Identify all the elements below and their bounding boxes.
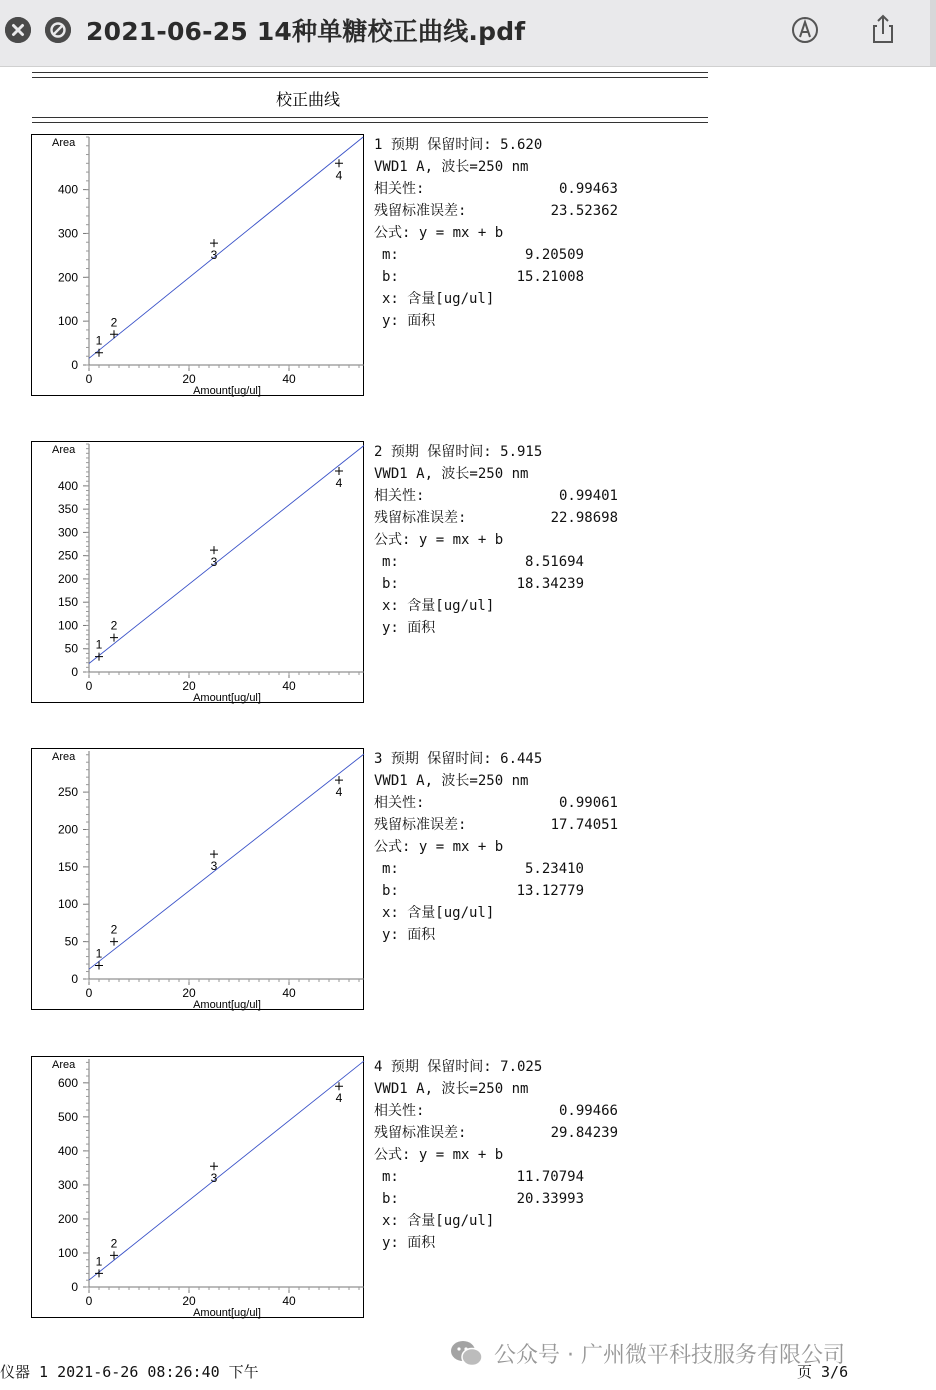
data-point: [335, 159, 343, 167]
x-tick-label: 0: [85, 372, 93, 386]
y-tick-label: 250: [57, 548, 78, 563]
point-label: 4: [335, 168, 343, 183]
point-label: 2: [110, 1236, 118, 1251]
markup-pen-icon: [788, 12, 822, 48]
x-definition: x: 含量[ug/ul]: [382, 1213, 495, 1229]
intercept-label: b:: [382, 1191, 399, 1207]
residual-label: 残留标准误差:: [374, 817, 467, 833]
x-tick-label: 40: [282, 1294, 296, 1308]
calibration-block-2: [0, 441, 936, 711]
block-icon: [45, 17, 71, 43]
formula-line: 公式: y = mx + b: [374, 532, 504, 548]
pdf-page: [0, 67, 936, 1390]
compound-header: 4 预期 保留时间: 7.025: [374, 1059, 543, 1075]
point-label: 3: [210, 1171, 218, 1186]
intercept-value: 13.12779: [516, 883, 584, 899]
y-definition: y: 面积: [382, 1235, 436, 1251]
separator-rule: [32, 72, 708, 78]
calibration-info: [374, 1056, 674, 1254]
x-definition: x: 含量[ug/ul]: [382, 598, 495, 614]
calibration-block-1: [0, 134, 936, 404]
y-tick-label: 50: [64, 641, 78, 656]
y-axis-label: Area: [52, 137, 76, 149]
slope-label: m:: [382, 554, 399, 570]
y-tick-label: 150: [57, 595, 78, 610]
correlation-value: 0.99466: [558, 1103, 618, 1119]
calibration-info: [374, 134, 674, 332]
point-label: 1: [95, 637, 103, 652]
y-tick-label: 50: [64, 934, 78, 949]
y-tick-label: 600: [57, 1075, 78, 1090]
correlation-label: 相关性:: [374, 1103, 425, 1119]
calibration-chart: [32, 1057, 365, 1319]
data-point: [110, 634, 118, 642]
document-title: 2021-06-25 14种单糖校正曲线.pdf: [86, 17, 526, 46]
y-tick-label: 100: [57, 897, 78, 912]
fit-line: [89, 1061, 364, 1280]
share-icon: [866, 12, 900, 48]
intercept-label: b:: [382, 269, 399, 285]
y-tick-label: 100: [57, 314, 78, 329]
compound-header: 1 预期 保留时间: 5.620: [374, 137, 543, 153]
calibration-block-3: [0, 748, 936, 1018]
x-tick-label: 40: [282, 372, 296, 386]
point-label: 1: [95, 333, 103, 348]
slope-label: m:: [382, 1169, 399, 1185]
calibration-chart: [32, 135, 365, 397]
correlation-label: 相关性:: [374, 181, 425, 197]
point-label: 4: [335, 1091, 343, 1106]
point-label: 3: [210, 555, 218, 570]
x-axis-label: Amount[ug/ul]: [193, 999, 261, 1011]
data-point: [110, 938, 118, 946]
data-point: [210, 850, 218, 858]
share-button[interactable]: [866, 12, 900, 48]
pdf-viewer-toolbar: [0, 0, 936, 67]
intercept-label: b:: [382, 576, 399, 592]
point-label: 2: [110, 922, 118, 937]
intercept-value: 20.33993: [516, 1191, 584, 1207]
x-axis-label: Amount[ug/ul]: [193, 385, 261, 397]
x-tick-label: 0: [85, 1294, 93, 1308]
y-tick-label: 400: [57, 182, 78, 197]
y-axis-label: Area: [52, 1059, 76, 1071]
slope-value: 11.70794: [516, 1169, 584, 1185]
x-tick-label: 0: [85, 679, 93, 693]
y-axis-label: Area: [52, 751, 76, 763]
y-tick-label: 500: [57, 1109, 78, 1124]
x-axis-label: Amount[ug/ul]: [193, 1307, 261, 1319]
page-title: 校正曲线: [276, 90, 341, 109]
y-tick-label: 200: [57, 822, 78, 837]
residual-label: 残留标准误差:: [374, 203, 467, 219]
y-tick-label: 200: [57, 1211, 78, 1226]
data-point: [95, 349, 103, 357]
fit-line: [89, 446, 364, 664]
detector-line: VWD1 A, 波长=250 nm: [374, 1081, 529, 1097]
y-tick-label: 200: [57, 571, 78, 586]
point-label: 2: [110, 618, 118, 633]
wechat-icon: [450, 1339, 484, 1369]
data-point: [210, 239, 218, 247]
x-tick-label: 20: [182, 986, 196, 1000]
correlation-value: 0.99061: [558, 795, 618, 811]
formula-line: 公式: y = mx + b: [374, 1147, 504, 1163]
y-definition: y: 面积: [382, 313, 436, 329]
formula-line: 公式: y = mx + b: [374, 225, 504, 241]
y-tick-label: 300: [57, 525, 78, 540]
calibration-info: [374, 441, 674, 639]
data-point: [335, 467, 343, 475]
calibration-chart: [32, 749, 365, 1011]
slope-value: 8.51694: [524, 554, 584, 570]
page-number: 页 3/6: [797, 1363, 849, 1381]
correlation-value: 0.99401: [558, 488, 618, 504]
data-point: [335, 776, 343, 784]
calibration-plot: [31, 134, 364, 396]
compound-header: 3 预期 保留时间: 6.445: [374, 751, 543, 767]
watermark-text: 公众号 · 广州微平科技服务有限公司: [494, 1343, 845, 1368]
y-tick-label: 400: [57, 478, 78, 493]
slope-label: m:: [382, 247, 399, 263]
y-tick-label: 0: [71, 358, 78, 372]
intercept-label: b:: [382, 883, 399, 899]
y-tick-label: 0: [71, 665, 78, 679]
x-tick-label: 20: [182, 679, 196, 693]
point-label: 1: [95, 1254, 103, 1269]
point-label: 1: [95, 946, 103, 961]
fit-line: [89, 137, 363, 358]
detector-line: VWD1 A, 波长=250 nm: [374, 773, 529, 789]
compound-header: 2 预期 保留时间: 5.915: [374, 444, 543, 460]
slope-value: 5.23410: [524, 861, 584, 877]
markup-button[interactable]: [788, 12, 822, 48]
y-tick-label: 0: [71, 1280, 78, 1294]
residual-value: 23.52362: [550, 203, 618, 219]
x-tick-label: 20: [182, 372, 196, 386]
x-tick-label: 40: [282, 679, 296, 693]
watermark: [450, 1338, 845, 1369]
intercept-value: 15.21008: [516, 269, 584, 285]
detector-line: VWD1 A, 波长=250 nm: [374, 466, 529, 482]
fit-line: [89, 754, 364, 969]
separator-rule: [32, 117, 708, 123]
residual-value: 29.84239: [550, 1125, 618, 1141]
point-label: 4: [335, 785, 343, 800]
point-label: 4: [335, 475, 343, 490]
y-tick-label: 0: [71, 972, 78, 986]
x-tick-label: 0: [85, 986, 93, 1000]
correlation-label: 相关性:: [374, 488, 425, 504]
y-tick-label: 150: [57, 859, 78, 874]
scroll-edge: [930, 0, 936, 66]
data-point: [210, 546, 218, 554]
calibration-info: [374, 748, 674, 946]
x-tick-label: 20: [182, 1294, 196, 1308]
y-axis-label: Area: [52, 444, 76, 456]
data-point: [110, 330, 118, 338]
residual-value: 22.98698: [550, 510, 618, 526]
close-icon: [5, 17, 31, 43]
y-tick-label: 300: [57, 226, 78, 241]
block-button[interactable]: [45, 17, 71, 43]
residual-value: 17.74051: [550, 817, 618, 833]
y-tick-label: 200: [57, 270, 78, 285]
x-axis-label: Amount[ug/ul]: [193, 692, 261, 704]
close-button[interactable]: [5, 17, 31, 43]
y-definition: y: 面积: [382, 620, 436, 636]
y-tick-label: 100: [57, 1245, 78, 1260]
data-point: [95, 962, 103, 970]
data-point: [95, 1269, 103, 1277]
correlation-value: 0.99463: [558, 181, 618, 197]
instrument-footer: 仪器 1 2021-6-26 08:26:40 下午: [0, 1363, 259, 1381]
residual-label: 残留标准误差:: [374, 1125, 467, 1141]
x-definition: x: 含量[ug/ul]: [382, 905, 495, 921]
y-tick-label: 250: [57, 785, 78, 800]
y-tick-label: 400: [57, 1143, 78, 1158]
correlation-label: 相关性:: [374, 795, 425, 811]
detector-line: VWD1 A, 波长=250 nm: [374, 159, 529, 175]
y-tick-label: 350: [57, 502, 78, 517]
residual-label: 残留标准误差:: [374, 510, 467, 526]
point-label: 3: [210, 248, 218, 263]
y-definition: y: 面积: [382, 927, 436, 943]
calibration-plot: [31, 748, 364, 1010]
point-label: 3: [210, 859, 218, 874]
y-tick-label: 100: [57, 618, 78, 633]
y-tick-label: 300: [57, 1177, 78, 1192]
slope-value: 9.20509: [524, 247, 584, 263]
point-label: 2: [110, 315, 118, 330]
x-tick-label: 40: [282, 986, 296, 1000]
data-point: [210, 1162, 218, 1170]
slope-label: m:: [382, 861, 399, 877]
formula-line: 公式: y = mx + b: [374, 839, 504, 855]
x-definition: x: 含量[ug/ul]: [382, 291, 495, 307]
calibration-plot: [31, 441, 364, 703]
intercept-value: 18.34239: [516, 576, 584, 592]
calibration-plot: [31, 1056, 364, 1318]
calibration-chart: [32, 442, 365, 704]
calibration-block-4: [0, 1056, 936, 1326]
